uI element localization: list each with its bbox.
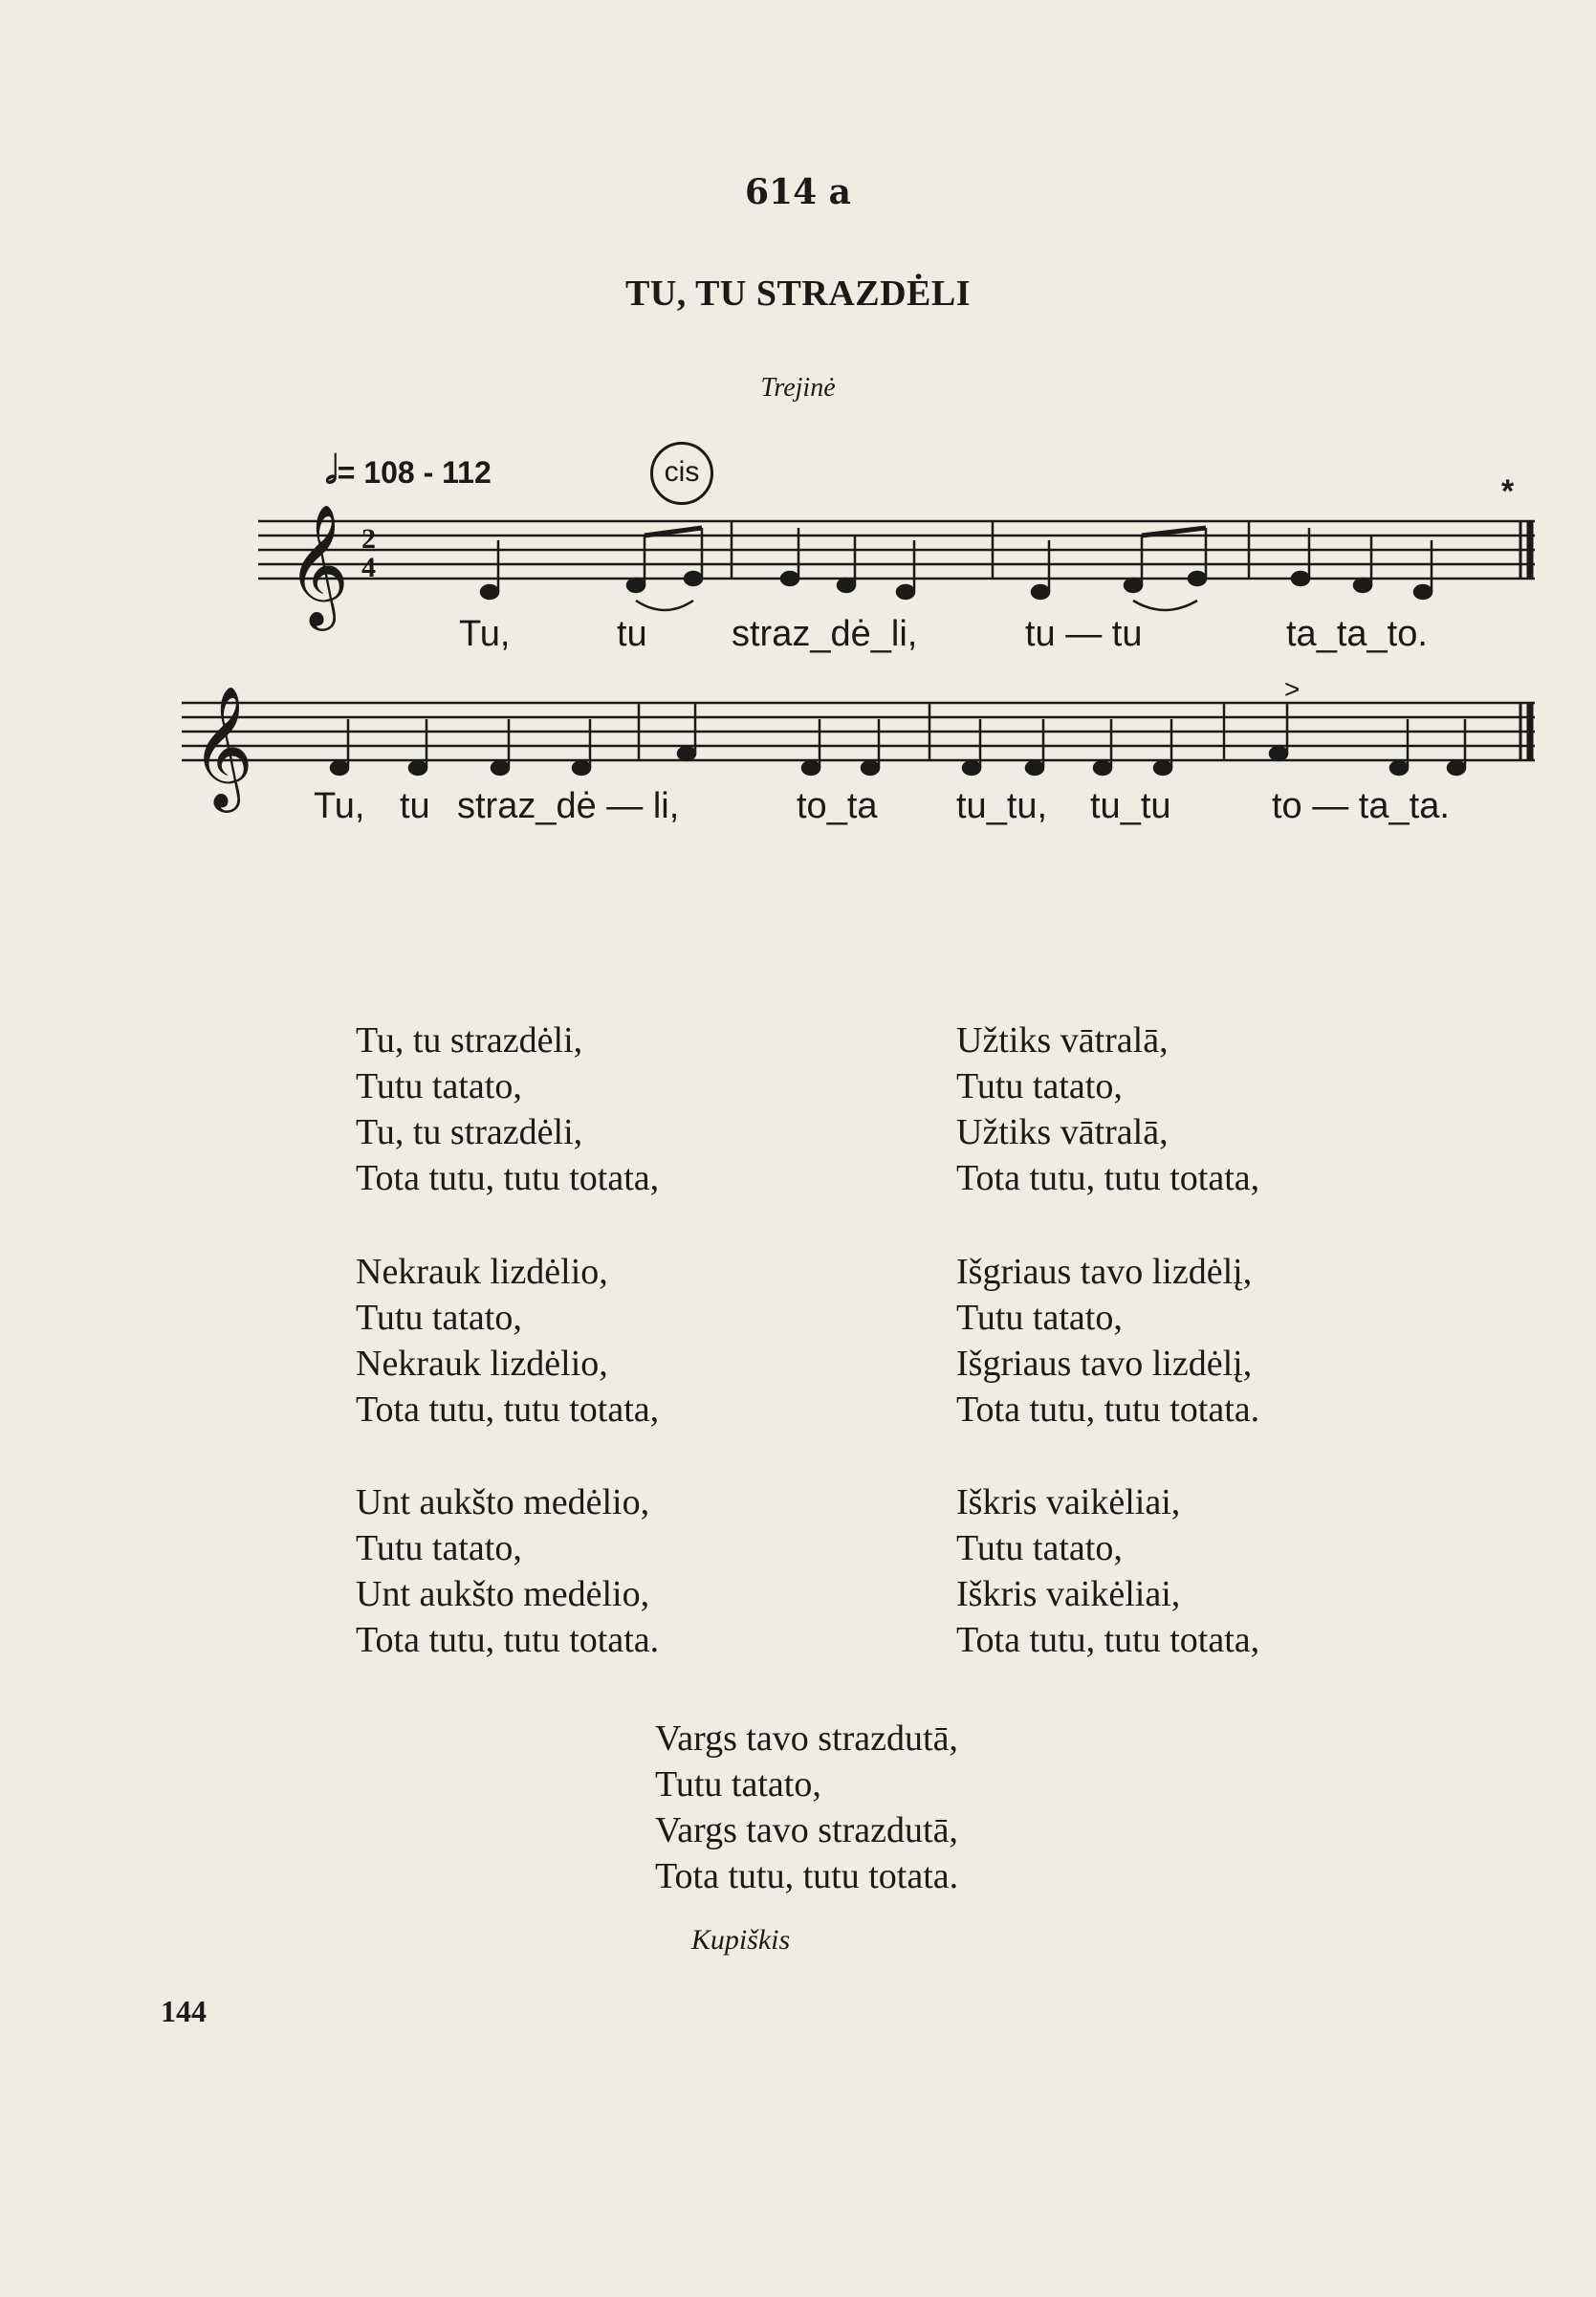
music-syllable: to — ta_ta.	[1272, 786, 1450, 826]
music-syllable: tu_tu	[1090, 786, 1171, 826]
stanza-line: Tota tutu, tutu totata,	[956, 1620, 1260, 1660]
stanza-left-1	[356, 1017, 659, 1201]
stanza-right-3	[956, 1479, 1259, 1663]
stanza-line: Tota tutu, tutu totata,	[356, 1389, 660, 1430]
stanza-line: Užtiks vātralā,	[956, 1020, 1169, 1061]
stanza-line: Tota tutu, tutu totata.	[655, 1856, 959, 1896]
stanza-line: Nekrauk lizdėlio,	[356, 1344, 608, 1384]
music-syllable: tu	[400, 786, 430, 826]
staff-2	[182, 703, 1535, 760]
stanza-line: Unt aukšto medėlio,	[356, 1482, 650, 1522]
half-note-icon: 𝅗𝅥	[325, 449, 338, 492]
stanza-line: Tota tutu, tutu totata.	[956, 1389, 1260, 1430]
place-of-origin: Kupiškis	[690, 1924, 791, 1956]
stanza-line: Tutu tatato,	[655, 1764, 821, 1805]
treble-clef-icon: 𝄞	[287, 503, 350, 625]
music-syllable: tu_tu,	[956, 786, 1048, 826]
page-number: 144	[161, 1994, 207, 2028]
notes-staff-1	[481, 528, 1432, 610]
song-title: TU, TU STRAZDĖLI	[624, 273, 972, 314]
asterisk-mark: *	[1501, 473, 1515, 510]
stanza-line: Vargs tavo strazdutā,	[655, 1718, 958, 1759]
song-subtitle: Trejinė	[760, 373, 836, 403]
music-notation	[0, 0, 1596, 861]
stanza-line: Tota tutu, tutu totata.	[356, 1620, 660, 1660]
music-syllable: straz_dė_li,	[732, 614, 918, 654]
music-syllable: to_ta	[797, 786, 878, 826]
treble-clef-icon: 𝄞	[191, 685, 254, 807]
stanza-line: Tu, tu strazdėli,	[356, 1020, 583, 1061]
music-syllable: tu — tu	[1025, 614, 1143, 654]
stanza-line: Tota tutu, tutu totata,	[956, 1158, 1260, 1198]
stanza-line: Užtiks vātralā,	[956, 1112, 1169, 1152]
stanza-line: Vargs tavo strazdutā,	[655, 1810, 958, 1850]
tempo-value: = 108 - 112	[337, 455, 492, 490]
key-mark: cis	[650, 442, 713, 505]
stanza-left-2	[356, 1249, 659, 1433]
stanza-line: Tota tutu, tutu totata,	[356, 1158, 660, 1198]
stanza-line: Tutu tatato,	[356, 1066, 522, 1106]
stanza-line: Nekrauk lizdėlio,	[356, 1252, 608, 1292]
stanza-line: Tu, tu strazdėli,	[356, 1112, 583, 1152]
staff-1	[258, 521, 1535, 579]
music-syllable: Tu,	[459, 614, 511, 654]
stanza-line: Išgriaus tavo lizdėlį,	[956, 1252, 1253, 1292]
accent-mark: >	[1284, 674, 1301, 704]
stanza-right-1	[956, 1017, 1259, 1201]
stanza-left-3	[356, 1479, 659, 1663]
time-signature-top: 2	[361, 523, 376, 555]
song-number: 614 a	[744, 172, 851, 212]
notes-staff-2	[331, 703, 1465, 775]
stanza-final	[655, 1716, 958, 1899]
stanza-line: Iškris vaikėliai,	[956, 1574, 1181, 1614]
stanza-line: Tutu tatato,	[356, 1528, 522, 1568]
time-signature-bottom: 4	[361, 552, 376, 583]
music-syllable: ta_ta_to.	[1286, 614, 1428, 654]
stanza-right-2	[956, 1249, 1259, 1433]
music-syllable: Tu,	[314, 786, 365, 826]
stanza-line: Tutu tatato,	[956, 1298, 1123, 1338]
stanza-line: Išgriaus tavo lizdėlį,	[956, 1344, 1253, 1384]
music-syllable: straz_dė — li,	[457, 786, 680, 826]
music-syllable: tu	[617, 614, 647, 654]
stanza-line: Unt aukšto medėlio,	[356, 1574, 650, 1614]
stanza-line: Tutu tatato,	[356, 1298, 522, 1338]
stanza-line: Iškris vaikėliai,	[956, 1482, 1181, 1522]
stanza-line: Tutu tatato,	[956, 1528, 1123, 1568]
stanza-line: Tutu tatato,	[956, 1066, 1123, 1106]
